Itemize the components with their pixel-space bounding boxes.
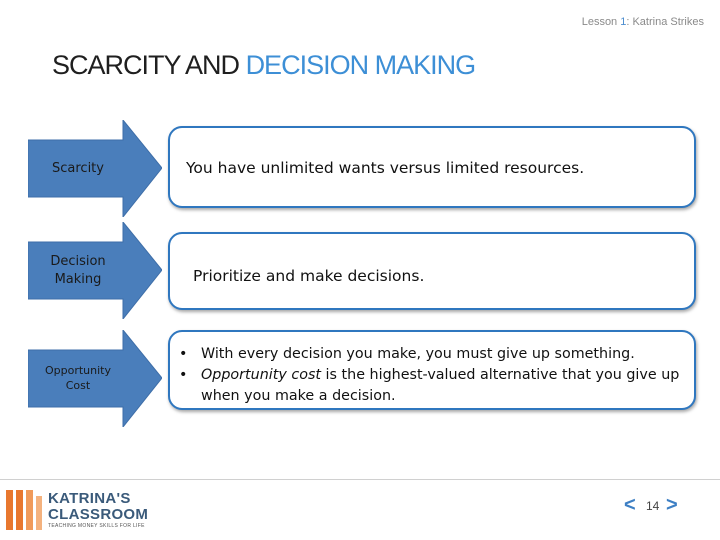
pager [622,494,692,518]
bullet-term: Opportunity cost [201,367,322,383]
decision-text: Prioritize and make decisions. [193,267,425,285]
arrow-decision-making [28,222,162,319]
opportunity-cost-box [168,330,696,410]
arrow-label-line-1: Decision [50,253,106,269]
bullet-text: With every decision you make, you must give up something. [201,346,635,362]
scarcity-text: You have unlimited wants versus limited resources. [186,159,585,177]
scarcity-box [168,126,696,208]
arrow-label [28,222,128,319]
arrow-opportunity-cost [28,330,162,427]
arrow-label [28,330,128,427]
arrow-label-line-2: Cost [65,378,91,392]
bullet-icon: • [179,367,188,383]
bullet-icon: • [179,346,188,362]
bullet-list [177,344,686,407]
arrow-label [28,120,128,217]
decision-box [168,232,696,310]
prev-slide-button[interactable]: < [624,494,636,516]
list-item [177,344,686,365]
list-item [177,365,686,407]
logo-line-2: CLASSROOM [48,506,149,523]
logo-line-1: KATRINA'S [48,490,131,507]
katrinas-classroom-logo [4,488,164,532]
bullet-text: is the highest-valued alternative that you give up when you make a decision. [201,367,680,404]
arrow-label-line-1: Scarcity [52,160,104,176]
lesson-number: 1 [620,16,627,28]
logo-mark-icon [4,488,44,532]
title-part-2: DECISION MAKING [245,50,476,80]
arrow-label-line-2: Making [54,271,102,287]
arrow-scarcity [28,120,162,217]
lesson-prefix: Lesson [581,16,621,28]
logo-tagline: TEACHING MONEY SKILLS FOR LIFE [48,523,145,529]
lesson-label [582,16,704,28]
footer-divider [0,479,720,480]
next-slide-button[interactable]: > [666,494,678,516]
title-part-1: SCARCITY AND [52,50,246,80]
page-title [52,50,475,81]
page-number: 14 [646,499,660,513]
lesson-title: : Katrina Strikes [626,16,704,28]
arrow-label-line-1: Opportunity [44,363,111,377]
